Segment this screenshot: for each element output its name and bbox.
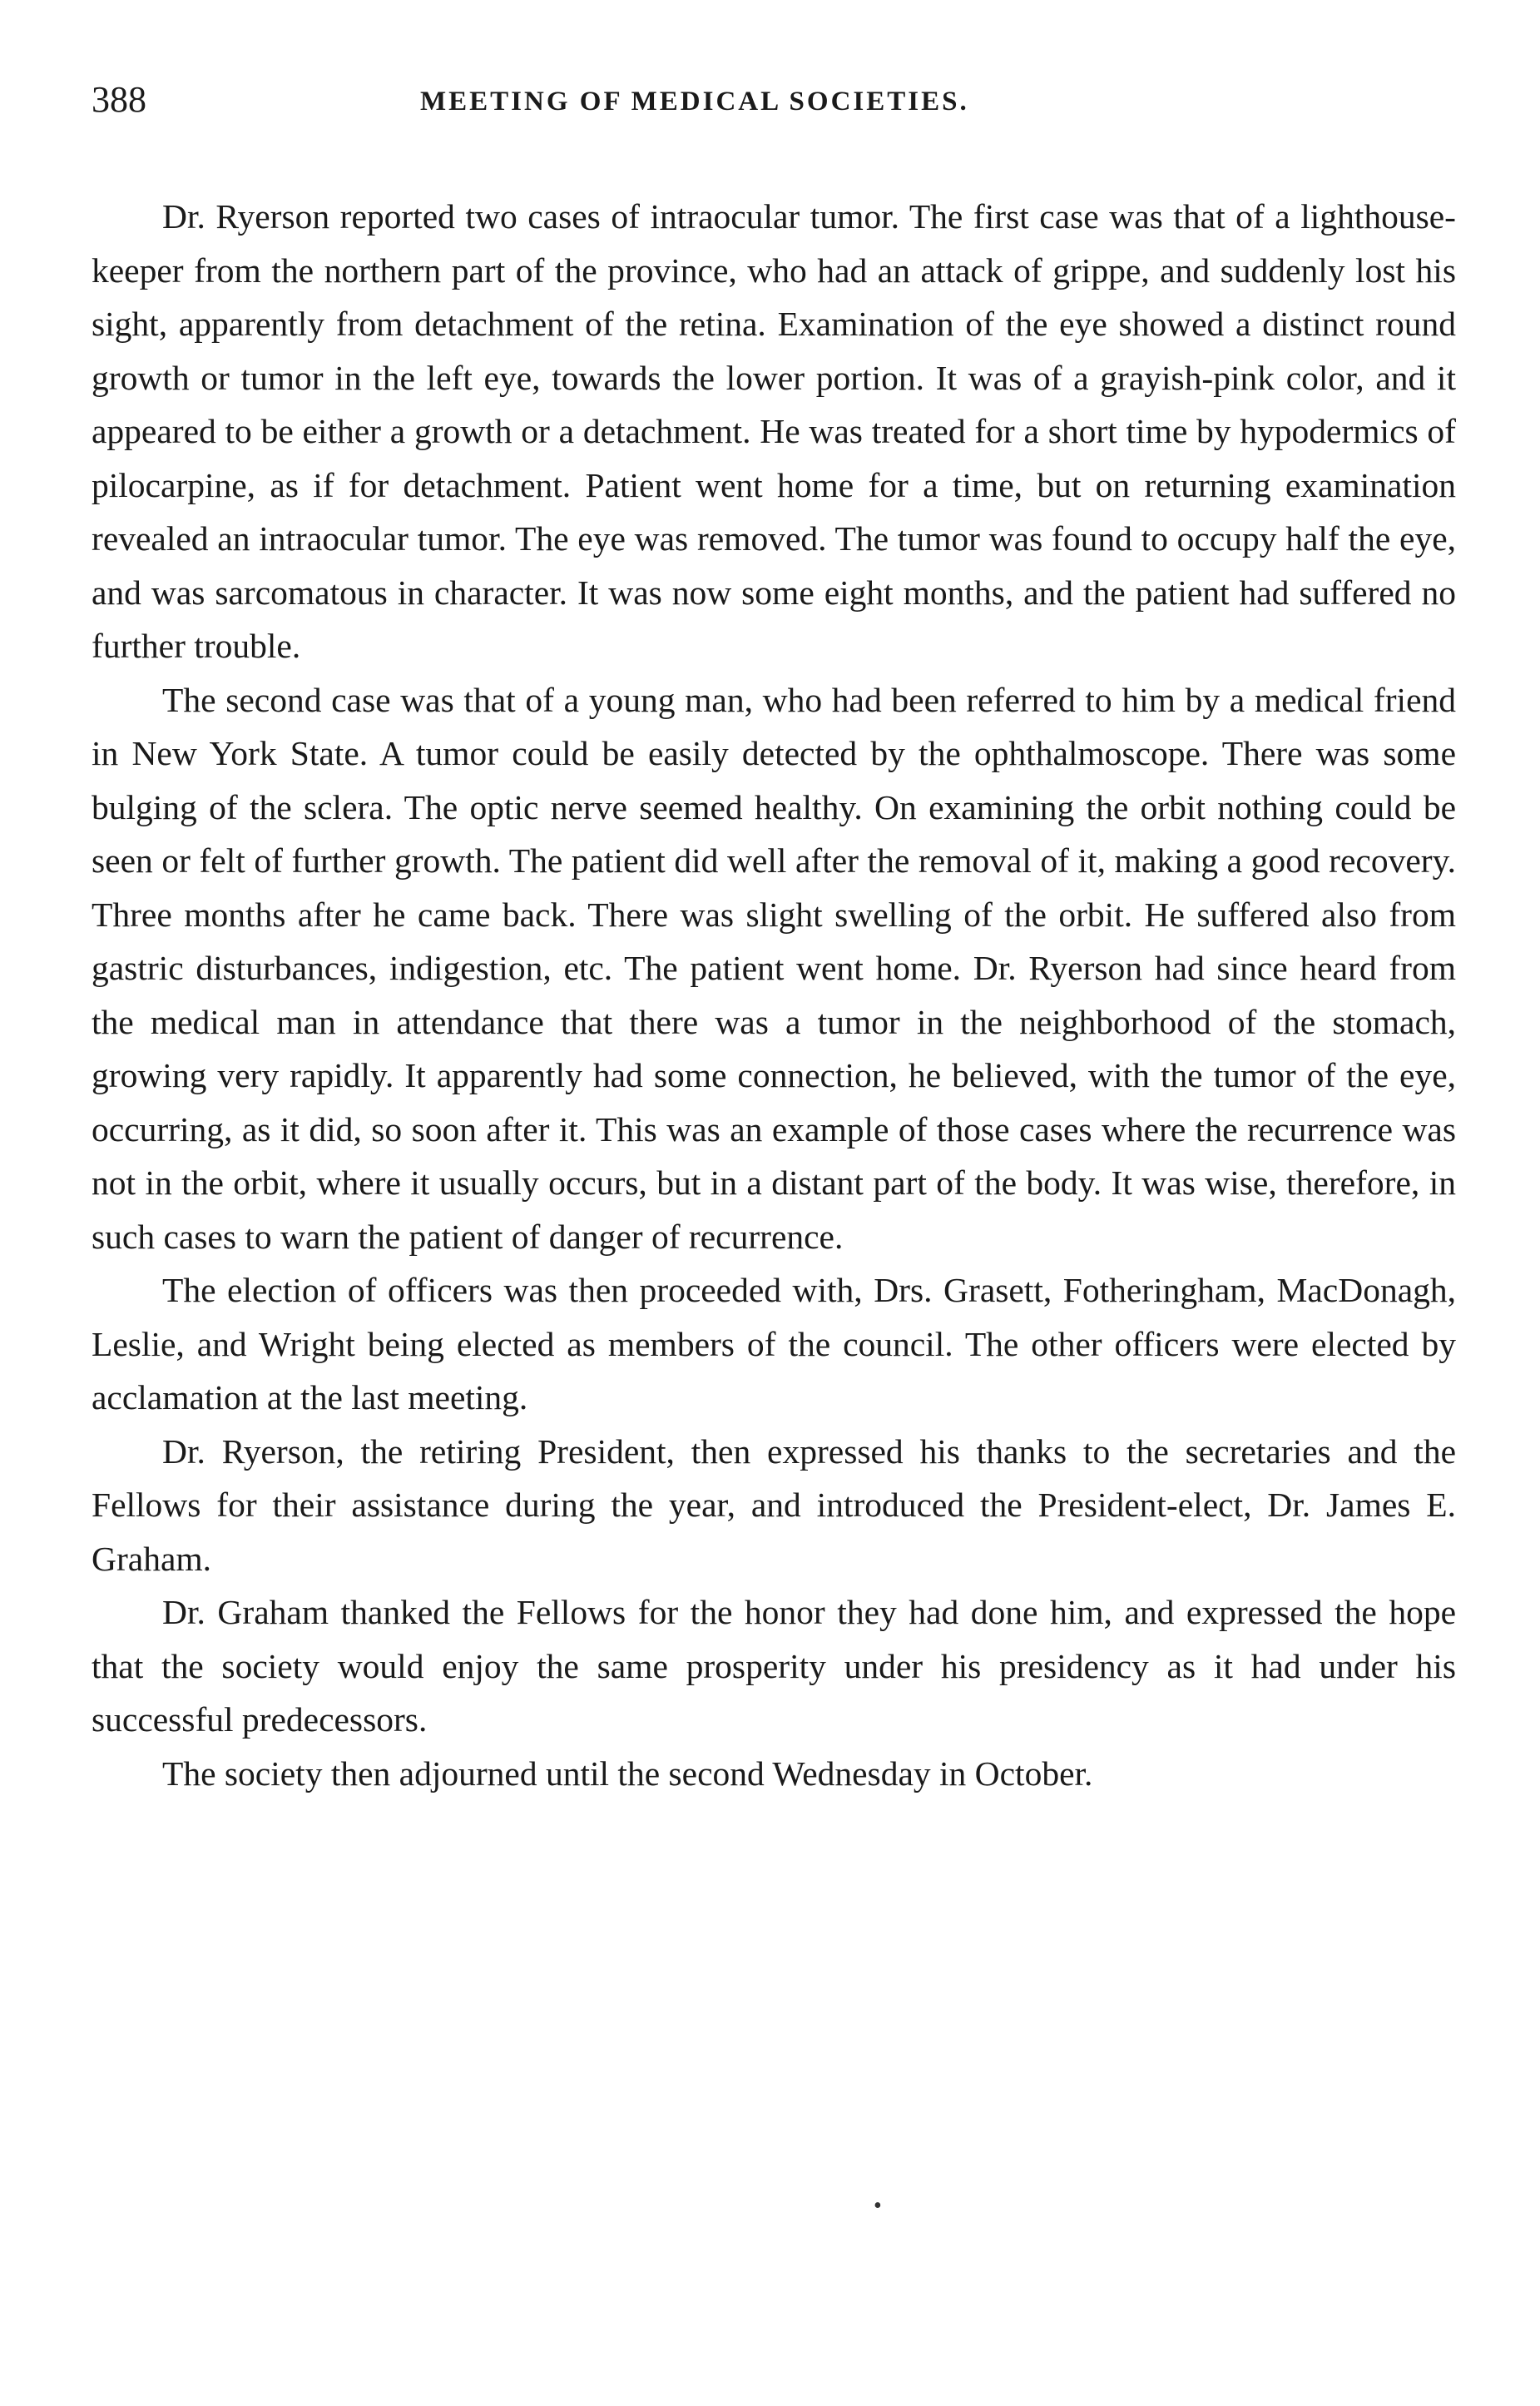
running-head [92,77,1456,127]
paragraph-graham-thanks: Dr. Graham thanked the Fellows for the honor they had done him, and expressed the hope that the society would enjoy the same prosperity under his presidency as it had under his successful predecessors. [92,1593,1456,1739]
paragraph-ryerson-first-case: Dr. Ryerson reported two cases of intraocular tumor. The first case was that of a lighthouse-keeper from the northern part of the province, who had an attack of grippe, and suddenly lost his sight, apparently from detachment of the retina. Examination of the eye showed a distinct round growth or tumor in the left eye, towards the lower portion. It was of a grayish-pink color, and it appeared to be either a growth or a detachment. He was treated for a short time by hypodermics of pilocarpine, as if for detachment. Patient went home for a time, but on returning examination revealed an intraocular tumor. The eye was removed. The tumor was found to occupy half the eye, and was sarcomatous in character. It was now some eight months, and the patient had suffered no further trouble. [92,197,1456,665]
page-number: 388 [92,79,146,120]
paragraph-election: The election of officers was then proceeded with, Drs. Grasett, Fotheringham, MacDonagh, Leslie, and Wright being elected as members of the council. The other officers were elected by acclamation at the last meeting. [92,1271,1456,1416]
running-title: MEETING OF MEDICAL SOCIETIES. [420,87,969,117]
stray-print-mark: • [874,2193,882,2219]
paragraph-second-case: The second case was that of a young man, who had been referred to him by a medical friend in New York State. A tumor could be easily detected by the ophthalmoscope. There was some bulging of the sclera. The optic nerve seemed healthy. On examining the orbit nothing could be seen or felt of further growth. The patient did well after the removal of it, making a good recovery. Three months after he came back. There was slight swelling of the orbit. He suffered also from gastric disturbances, indigestion, etc. The patient went home. Dr. Ryerson had since heard from the medical man in attendance that there was a tumor in the neighborhood of the stomach, growing very rapidly. It apparently had some connection, he believed, with the tumor of the eye, occurring, as it did, so soon after it. This was an example of those cases where the recurrence was not in the orbit, where it usually occurs, but in a distant part of the body. It was wise, therefore, in such cases to warn the patient of danger of recurrence. [92,680,1456,1256]
document-page [92,77,1456,1800]
paragraph-ryerson-thanks: Dr. Ryerson, the retiring President, then expressed his thanks to the secretaries and the Fellows for their assistance during the year, and introduced the President-elect, Dr. James E. Graham. [92,1431,1456,1578]
paragraph-adjournment: The society then adjourned until the second Wednesday in October. [162,1754,1093,1793]
